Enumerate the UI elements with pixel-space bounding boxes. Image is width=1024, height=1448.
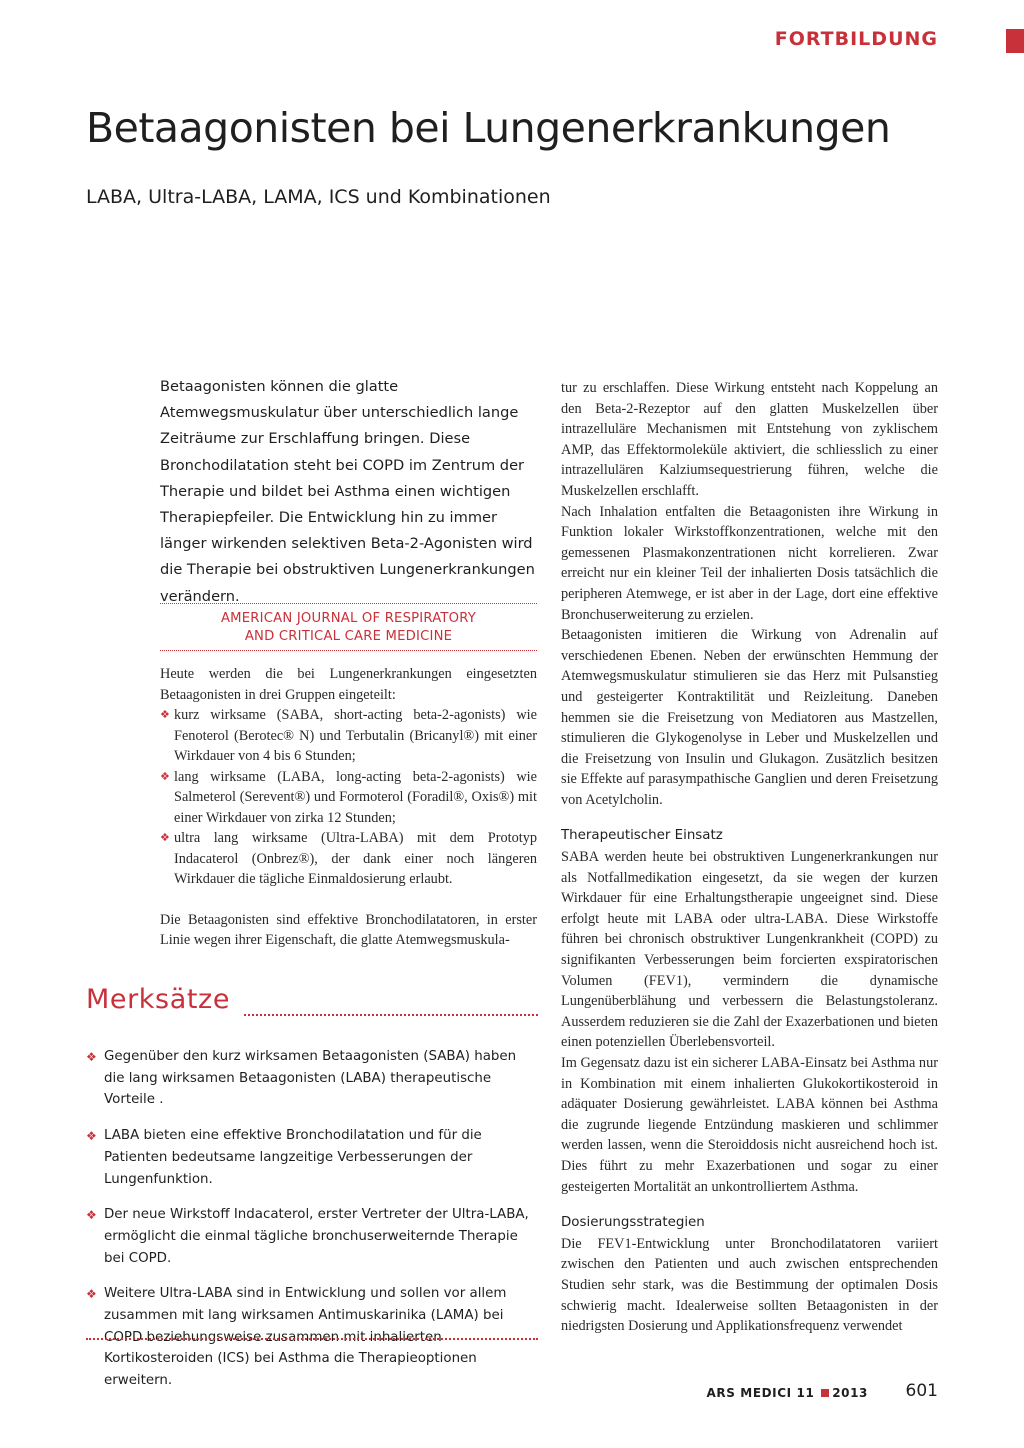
merksaetze-title: Merksätze — [86, 984, 231, 1015]
section-marker — [1006, 29, 1024, 53]
diamond-bullet-icon: ❖ — [86, 1050, 97, 1064]
diamond-bullet-icon: ❖ — [160, 831, 170, 844]
list-item-text: ultra lang wirksame (Ultra-LABA) mit dem Prototyp Indacaterol (Onbrez®), der dank einer noch längeren Wirkdauer die tägliche Einmaldosierung erlaubt. — [174, 830, 537, 887]
merksaetze-heading — [86, 984, 538, 1024]
beta-agonist-groups — [160, 705, 537, 890]
merksaetze-list — [86, 1046, 538, 1406]
diamond-bullet-icon: ❖ — [86, 1208, 97, 1223]
list-item — [86, 1204, 538, 1269]
body-paragraph: Nach Inhalation entfalten die Betaagonisten ihre Wirkung in Funktion lokaler Wirkstoffkonzentrationen, welche mit den gemessenen Plasmakonzentrationen nicht korrelieren. Zwar erreicht nur ein kleiner Teil der inhalierten Dosis tatsächlich die peripheren Atemwege, er ist aber in der Lage, dort eine effektive Bronchuserweiterung zu erzielen. — [561, 503, 938, 623]
body-paragraph: tur zu erschlaffen. Diese Wirkung entsteht nach Koppelung an den Beta-2-Rezeptor auf den glatten Muskelzellen über intrazelluläre Mechanismen mit Entstehung von zyklischem AMP, das Effektormoleküle aktiviert, die schliesslich zu einer intrazellulären Kalziumsequestrierung führen, welche die Muskelzellen erschlafft. — [561, 380, 938, 499]
square-icon — [821, 1389, 829, 1397]
list-item-text: Der neue Wirkstoff Indacaterol, erster Vertreter der Ultra-LABA, ermöglicht die einmal tägliche bronchuserweiternde Therapie bei COPD. — [104, 1207, 529, 1266]
section-label: FORTBILDUNG — [774, 28, 938, 50]
list-item-text: Weitere Ultra-LABA sind in Entwicklung und sollen vor allem zusammen mit lang wirksamen Antimuskarinika (LAMA) bei COPD beziehungsweise zusammen mit inhalierten Kortikosteroiden (ICS) bei Asthma die Therapieoptionen erweitern. — [104, 1286, 507, 1389]
diamond-bullet-icon: ❖ — [160, 769, 170, 783]
body-paragraph: Betaagonisten imitieren die Wirkung von Adrenalin auf verschiedenen Ebenen. Neben der erwünschten Hemmung der Atemwegsmuskulatur stimulieren sie das Herz mit Pulsanstieg und gesteigerter Kontraktilität und Reizleitung. Daneben hemmen sie die Freisetzung von Mediatoren aus Mastzellen, stimulieren die Glykogenolyse in Leber und Muskelzellen und die Freisetzung von Insulin und Glukagon. Zusätzlich besitzen sie Effekte auf parasympathische Ganglien und deren Freisetzung von Acetylcholin. — [561, 627, 938, 808]
diamond-bullet-icon: ❖ — [86, 1129, 97, 1144]
lead-paragraph: Betaagonisten können die glatte Atemwegsmuskulatur über unterschiedlich lange Zeiträume zur Erschlaffung bringen. Diese Bronchodilatation steht bei COPD im Zentrum der Therapie und bildet bei Asthma einen wichtigen Therapiepfeiler. Die Entwicklung hin zu immer länger wirkenden selektiven Beta-2-Agonisten wird die Therapie bei obstruktiven Lungenerkrankungen verändern. — [160, 378, 535, 605]
body-paragraph-left: Die Betaagonisten sind effektive Bronchodilatatoren, in erster Linie wegen ihrer Eigenschaft, die glatte Atemwegsmuskula- — [160, 911, 537, 948]
list-item — [86, 1046, 538, 1111]
journal-name: ARS MEDICI 11 — [706, 1386, 815, 1400]
list-item-text: Gegenüber den kurz wirksamen Betaagonisten (SABA) haben die lang wirksamen Betaagonisten (LABA) therapeutische Vorteile . — [104, 1049, 517, 1108]
list-item — [160, 705, 537, 767]
list-item — [160, 828, 537, 890]
body-paragraph: SABA werden heute bei obstruktiven Lungenerkrankungen nur als Notfallmedikation eingesetzt, da sie wegen der kurzen Wirkdauer für eine Erhaltungstherapie ungeeignet sind. Diese erfolgt heute mit LABA oder ultra-LABA. Diese Wirkstoffe führen bei chronisch obstruktiver Lungenkrankheit (COPD) zu signifikanten Verbesserungen beim forcierten exspiratorischen Volumen (FEV1), vermindern die dynamische Lungenüberblähung und verbessern die Belastungstoleranz. Ausserdem reduzieren sie die Zahl der Exazerbationen und bieten einen potenziellen Überlebensvorteil. — [561, 849, 938, 1051]
journal-year: 2013 — [832, 1386, 868, 1400]
page-number: 601 — [905, 1381, 938, 1401]
left-column — [160, 664, 537, 951]
article-title: Betaagonisten bei Lungenerkrankungen — [86, 104, 891, 152]
diamond-bullet-icon: ❖ — [160, 708, 170, 721]
article-subtitle: LABA, Ultra-LABA, LAMA, ICS und Kombinationen — [86, 186, 551, 208]
body-paragraph: Im Gegensatz dazu ist ein sicherer LABA-Einsatz bei Asthma nur in Kombination mit einem inhalierten Glukokortikosteroid in adäquater Dosierung gewährleistet. LABA können bei Asthma die zugrunde liegende Entzündung maskieren und schlimmer werden lassen, wenn die Steroiddosis nicht ausreichend hoch ist. Dies führt zu mehr Exazerbationen und sogar zu einer gesteigerten Mortalität an unkontrolliertem Asthma. — [561, 1055, 938, 1195]
list-item — [160, 767, 537, 829]
list-item-text: LABA bieten eine effektive Bronchodilatation und für die Patienten bedeutsame langzeitige Verbesserungen der Lungenfunktion. — [104, 1128, 482, 1187]
journal-source — [160, 603, 537, 651]
diamond-bullet-icon: ❖ — [86, 1287, 97, 1302]
dotted-rule — [244, 1014, 538, 1016]
dotted-rule-bottom — [86, 1338, 538, 1340]
section-heading-dosierung: Dosierungsstrategien — [561, 1215, 705, 1231]
journal-line-1: AMERICAN JOURNAL OF RESPIRATORY — [220, 611, 477, 626]
journal-line-2: AND CRITICAL CARE MEDICINE — [244, 629, 453, 644]
right-column — [561, 378, 938, 1337]
footer-journal — [707, 1386, 868, 1400]
list-item-text: lang wirksame (LABA, long-acting beta-2-agonists) wie Salmeterol (Serevent®) und Formoterol (Foradil®, Oxis®) mit einer Wirkdauer von zirka 12 Stunden; — [174, 768, 537, 826]
intro-paragraph: Heute werden die bei Lungenerkrankungen eingesetzten Betaagonisten in drei Gruppen eingeteilt: — [160, 666, 537, 703]
body-paragraph: Die FEV1-Entwicklung unter Bronchodilatatoren variiert zwischen den Patienten und auch zwischen entsprechenden Studien sehr stark, was die Bestimmung der optimalen Dosis schwierig macht. Idealerweise sollten Betaagonisten in der niedrigsten Dosierung und Applikationsfrequenz verwendet — [561, 1235, 938, 1335]
list-item — [86, 1125, 538, 1190]
list-item-text: kurz wirksame (SABA, short-acting beta-2-agonists) wie Fenoterol (Berotec® N) und Terbutalin (Bricanyl®) mit einer Wirkdauer von 4 bis 6 Stunden; — [174, 707, 537, 764]
section-heading-therapie: Therapeutischer Einsatz — [561, 828, 723, 844]
